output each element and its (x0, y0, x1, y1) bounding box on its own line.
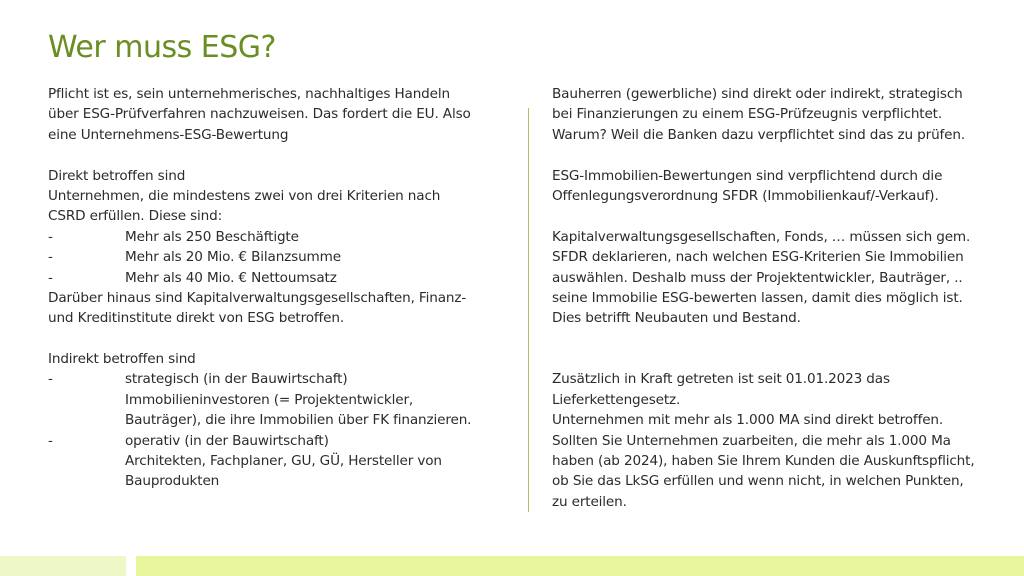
p4-line: ob Sie das LkSG erfüllen und wenn nicht, in welchen Punkten, (552, 473, 964, 490)
intro-line: eine Unternehmens-ESG-Bewertung (48, 126, 289, 143)
p3-line: seine Immobilie ESG-bewerten lassen, damit dies möglich ist. (552, 289, 963, 306)
p4-line: Sollten Sie Unternehmen zuarbeiten, die mehr als 1.000 Ma (552, 432, 951, 449)
p2-line: ESG-Immobilien-Bewertungen sind verpflichtend durch die (552, 167, 943, 184)
criteria-item (48, 268, 510, 288)
p3-line: Dies betrifft Neubauten und Bestand. (552, 310, 801, 327)
direct-heading: Direkt betroffen sind (48, 167, 186, 184)
indirect-heading: Indirekt betroffen sind (48, 351, 196, 368)
p3-line: auswählen. Deshalb muss der Projektentwickler, Bauträger, .. (552, 269, 963, 286)
slide-title: Wer muss ESG? (48, 30, 276, 65)
direct-more-line: Darüber hinaus sind Kapitalverwaltungsgesellschaften, Finanz- (48, 289, 467, 306)
criteria-item (48, 227, 510, 247)
criteria-item (48, 247, 510, 267)
left-column (48, 84, 510, 492)
indirect-detail: Architekten, Fachplaner, GU, GÜ, Hersteller von (125, 453, 442, 470)
column-divider (528, 108, 529, 512)
criteria-text: Mehr als 40 Mio. € Nettoumsatz (125, 269, 337, 286)
intro-line: über ESG-Prüfverfahren nachzuweisen. Das fordert die EU. Also (48, 106, 471, 123)
indirect-detail: Bauprodukten (125, 473, 220, 490)
bullet-dash: - (48, 269, 53, 286)
footer-bar-right (136, 556, 1024, 576)
direct-text-line: Unternehmen, die mindestens zwei von drei Kriterien nach (48, 187, 441, 204)
indirect-detail: Bauträger), die ihre Immobilien über FK finanzieren. (125, 412, 472, 429)
bullet-dash: - (48, 228, 53, 245)
p1-line: Warum? Weil die Banken dazu verpflichtet sind das zu prüfen. (552, 126, 966, 143)
direct-more-line: und Kreditinstitute direkt von ESG betroffen. (48, 310, 345, 327)
bullet-dash: - (48, 249, 53, 266)
bullet-dash: - (48, 432, 53, 449)
criteria-text: Mehr als 20 Mio. € Bilanzsumme (125, 249, 341, 266)
p1-line: Bauherren (gewerbliche) sind direkt oder indirekt, strategisch (552, 86, 963, 102)
p4-line: zu erteilen. (552, 493, 627, 510)
direct-text-line: CSRD erfüllen. Diese sind: (48, 208, 223, 225)
criteria-text: Mehr als 250 Beschäftigte (125, 228, 299, 245)
indirect-item (48, 431, 510, 451)
intro-line: Pflicht ist es, sein unternehmerisches, nachhaltiges Handeln (48, 86, 450, 102)
p1-line: bei Finanzierungen zu einem ESG-Prüfzeugnis verpflichtet. (552, 106, 943, 123)
p4-line: Zusätzlich in Kraft getreten ist seit 01.01.2023 das (552, 371, 890, 388)
right-column (552, 84, 1002, 512)
p4-line: Lieferkettengesetz. (552, 391, 681, 408)
indirect-item (48, 369, 510, 389)
indirect-label: strategisch (in der Bauwirtschaft) (125, 371, 348, 388)
p3-line: SFDR deklarieren, nach welchen ESG-Kriterien Sie Immobilien (552, 249, 964, 266)
bullet-dash: - (48, 371, 53, 388)
indirect-label: operativ (in der Bauwirtschaft) (125, 432, 329, 449)
p4-line: Unternehmen mit mehr als 1.000 MA sind direkt betroffen. (552, 412, 944, 429)
indirect-detail: Immobilieninvestoren (= Projektentwickler, (125, 391, 414, 408)
p4-line: haben (ab 2024), haben Sie Ihrem Kunden die Auskunftspflicht, (552, 453, 975, 470)
footer-bar-left (0, 556, 126, 576)
p2-line: Offenlegungsverordnung SFDR (Immobilienkauf/-Verkauf). (552, 187, 939, 204)
p3-line: Kapitalverwaltungsgesellschaften, Fonds, … müssen sich gem. (552, 228, 971, 245)
